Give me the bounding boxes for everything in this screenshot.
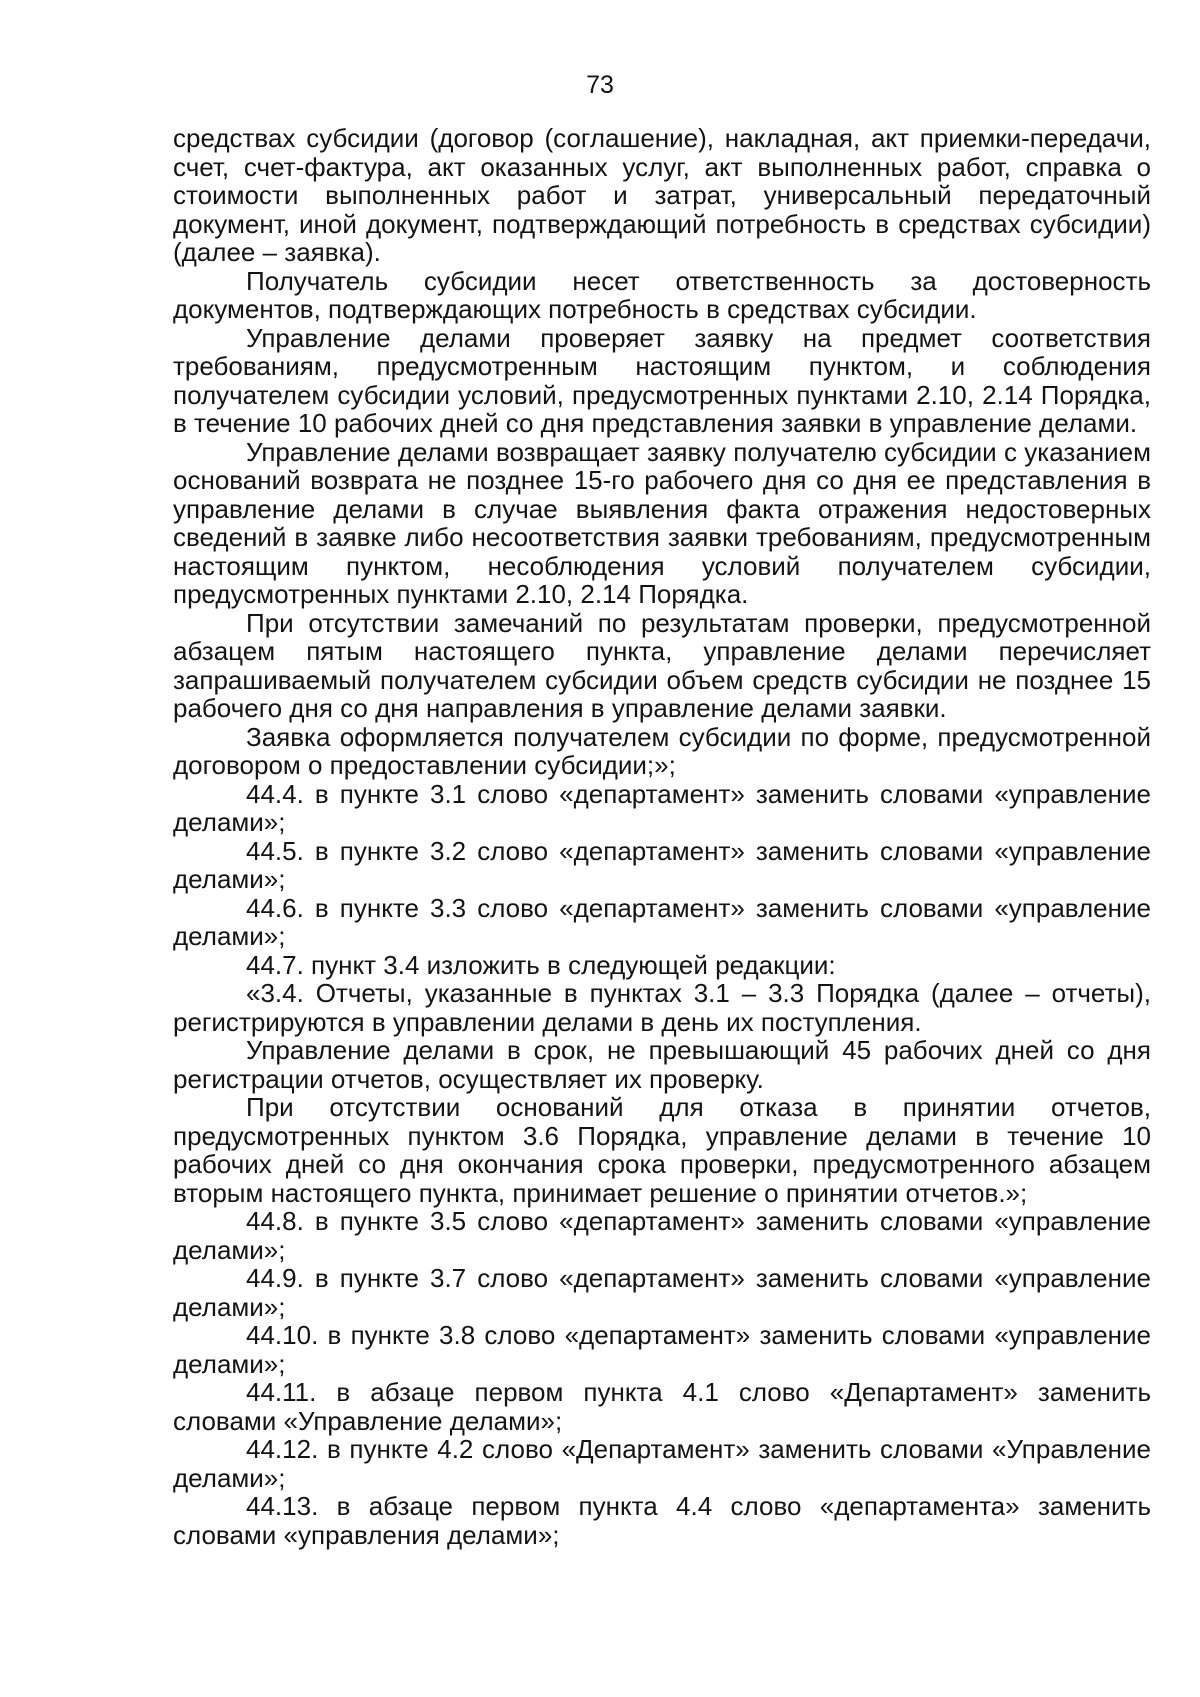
list-item: 44.5. в пункте 3.2 слово «департамент» заменить словами «управление делами»; [173,835,1151,894]
list-item: 44.6. в пункте 3.3 слово «департамент» заменить словами «управление делами»; [173,892,1151,951]
list-item: 44.4. в пункте 3.1 слово «департамент» заменить словами «управление делами»; [173,778,1151,837]
list-item: 44.11. в абзаце первом пункта 4.1 слово «Департамент» заменить словами «Управление делами»; [173,1377,1151,1436]
paragraph: Заявка оформляется получателем субсидии по форме, предусмотренной договором о предоставлении субсидии;»; [173,721,1151,780]
paragraph: Управление делами в срок, не превышающий 45 рабочих дней со дня регистрации отчетов, осуществляет их проверку. [173,1035,1151,1094]
paragraph: «3.4. Отчеты, указанные в пунктах 3.1 – 3.3 Порядка (далее – отчеты), регистрируются в управлении делами в день их поступления. [173,978,1151,1037]
list-item: 44.9. в пункте 3.7 слово «департамент» заменить словами «управление делами»; [173,1263,1151,1322]
document-body [173,124,1151,1549]
paragraph: Управление делами проверяет заявку на предмет соответствия требованиям, предусмотренным настоящим пунктом, и соблюдения получателем субсидии условий, предусмотренных пунктами 2.10, 2.14 Порядка, в течение 10 рабочих дней со дня представления заявки в управление делами. [173,322,1151,438]
paragraph: Получатель субсидии несет ответственность за достоверность документов, подтверждающих потребность в средствах субсидии. [173,265,1151,324]
list-item: 44.10. в пункте 3.8 слово «департамент» заменить словами «управление делами»; [173,1320,1151,1379]
list-item: 44.13. в абзаце первом пункта 4.4 слово «департамента» заменить словами «управления делами»; [173,1491,1151,1550]
paragraph: При отсутствии оснований для отказа в принятии отчетов, предусмотренных пунктом 3.6 Порядка, управление делами в течение 10 рабочих дней со дня окончания срока проверки, предусмотренного абзацем вторым настоящего пункта, принимает решение о принятии отчетов.»; [173,1092,1151,1208]
list-item: 44.12. в пункте 4.2 слово «Департамент» заменить словами «Управление делами»; [173,1434,1151,1493]
page-number: 73 [586,71,614,99]
paragraph: средствах субсидии (договор (соглашение), накладная, акт приемки-передачи, счет, счет-фактура, акт оказанных услуг, акт выполненных работ, справка о стоимости выполненных работ и затрат, универсальный передаточный документ, иной документ, подтверждающий потребность в средствах субсидии) (далее – заявка). [173,123,1151,267]
paragraph: При отсутствии замечаний по результатам проверки, предусмотренной абзацем пятым настоящего пункта, управление делами перечисляет запрашиваемый получателем субсидии объем средств субсидии не позднее 15 рабочего дня со дня направления в управление делами заявки. [173,607,1151,723]
list-item: 44.7. пункт 3.4 изложить в следующей редакции: [246,949,836,980]
list-item: 44.8. в пункте 3.5 слово «департамент» заменить словами «управление делами»; [173,1206,1151,1265]
paragraph: Управление делами возвращает заявку получателю субсидии с указанием оснований возврата не позднее 15-го рабочего дня со дня ее представления в управление делами в случае выявления факта отражения недостоверных сведений в заявке либо несоответствия заявки требованиям, предусмотренным настоящим пунктом, несоблюдения условий получателем субсидии, предусмотренных пунктами 2.10, 2.14 Порядка. [173,436,1151,609]
